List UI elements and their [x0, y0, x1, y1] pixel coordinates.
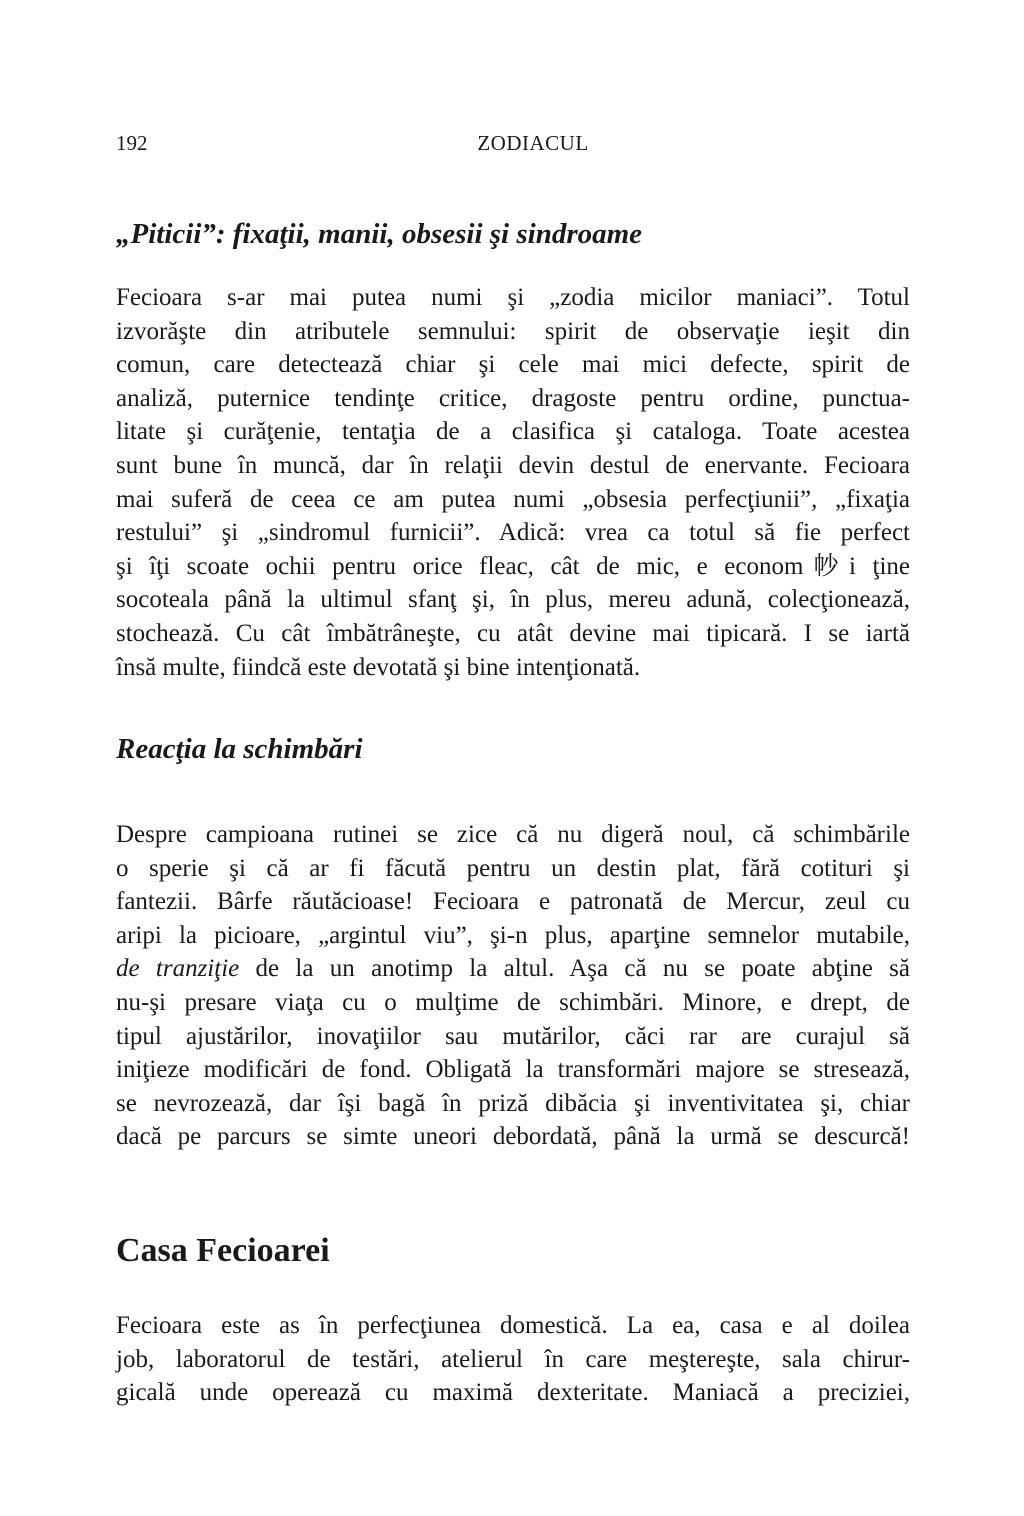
text-line: sunt bune în muncă, dar în relaţii devin destul de enervante. Fecioara [116, 451, 910, 479]
text-line: tipul ajustărilor, inovaţiilor sau mutărilor, căci rar are curajul să [116, 1022, 910, 1050]
text-line: Fecioara s-ar mai putea numi şi „zodia micilor maniaci”. Totul [116, 284, 910, 311]
text-line: mai suferă de ceea ce am putea numi „obsesia perfecţiunii”, „fixaţia [116, 485, 910, 513]
text-line: însă multe, fiindcă este devotată şi bine intenţionată. [116, 653, 641, 681]
text-line: dacă pe parcurs se simte uneori debordată, până la urmă se descurcă! [116, 1123, 910, 1151]
text-line-mixed [116, 952, 910, 986]
text-run: de la un anotimp la altul. Aşa că nu se poate abţine să [239, 955, 910, 983]
paragraph-reactia [116, 818, 910, 1154]
paragraph-piticii [116, 281, 910, 684]
text-line: fantezii. Bârfe răutăcioase! Fecioara e patronată de Mercur, zeul cu [116, 888, 910, 916]
text-line: aripi la picioare, „argintul viu”, şi-n plus, aparţine semnelor mutabile, [116, 921, 910, 949]
section-title-piticii: „Piticii”: fixaţii, manii, obsesii şi sindroame [116, 218, 643, 250]
text-line: izvorăşte din atributele semnului: spirit de observaţie ieşit din [116, 317, 910, 345]
text-line: Despre campioana rutinei se zice că nu digeră noul, că schimbările [116, 821, 910, 848]
text-line: gicală unde operează cu maximă dexteritate. Maniacă a preciziei, [116, 1379, 910, 1407]
text-line: stochează. Cu cât îmbătrâneşte, cu atât devine mai tipicară. I se iartă [116, 619, 910, 647]
text-line: socoteala până la ultimul sfanţ şi, în plus, mereu adună, colecţionează, [116, 586, 910, 614]
text-line: iniţieze modificări de fond. Obligată la transformări majore se stresează, [116, 1056, 910, 1084]
text-line: şi îţi scoate ochii pentru orice fleac, cât de mic, e econom㠺i ţine [116, 552, 910, 580]
text-line: job, laboratorul de testări, atelierul în care meştereşte, sala chirur- [116, 1345, 910, 1373]
running-head [116, 131, 910, 161]
chapter-title: Casa Fecioarei [116, 1232, 330, 1269]
page-number: 192 [116, 131, 148, 155]
paragraph-casa [116, 1309, 910, 1410]
text-line: o sperie şi că ar fi făcută pentru un destin plat, fără cotituri şi [116, 854, 910, 882]
text-line: nu-şi presare viaţa cu o mulţime de schimbări. Minore, e drept, de [116, 988, 910, 1016]
text-line: comun, care detectează chiar şi cele mai mici defecte, spirit de [116, 351, 910, 379]
italic-term: de tranziţie [116, 955, 240, 983]
running-title: ZODIACUL [477, 131, 589, 155]
text-line: Fecioara este as în perfecţiunea domestică. La ea, casa e al doilea [116, 1312, 910, 1339]
text-line: restului” şi „sindromul furnicii”. Adică: vrea ca totul să fie perfect [116, 519, 910, 547]
text-line: analiză, puternice tendinţe critice, dragoste pentru ordine, punctua- [116, 384, 910, 412]
text-line: se nevrozează, dar îşi bagă în priză dibăcia şi inventivitatea şi, chiar [116, 1089, 910, 1117]
text-line: litate şi curăţenie, tentaţia de a clasifica şi cataloga. Toate acestea [116, 418, 910, 446]
section-title-reactia: Reacţia la schimbări [116, 733, 363, 765]
